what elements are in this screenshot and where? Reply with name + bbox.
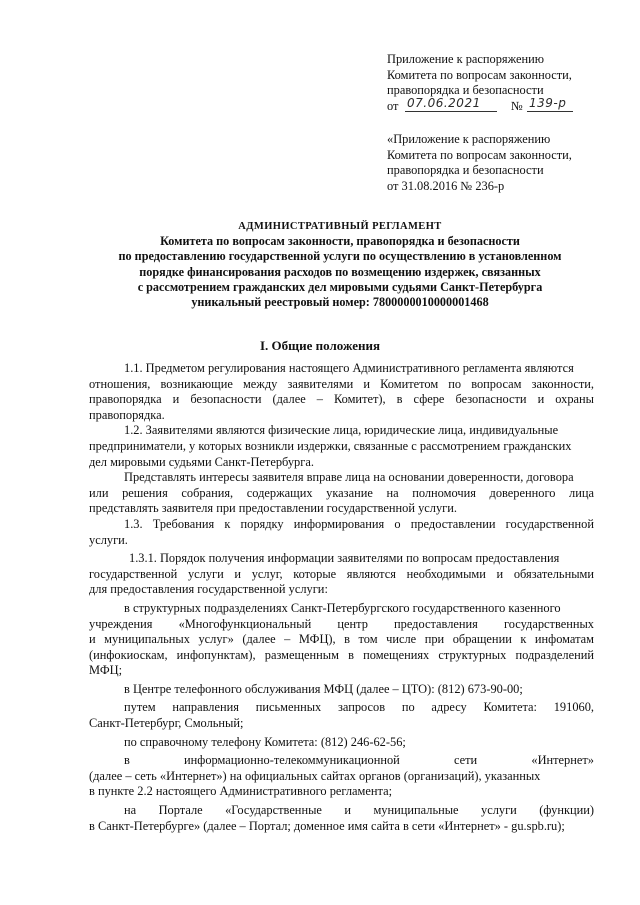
appendix-line: Комитета по вопросам законности, <box>387 147 572 162</box>
paragraph-line: отношения, возникающие между заявителями и Комитетом по вопросам законности, <box>89 376 594 391</box>
paragraph-line: правопорядка и безопасности (далее – Комитет), в сфере безопасности и охраны <box>89 392 594 407</box>
paragraph-line: 1.3. Требования к порядку информирования о предоставлении государственной <box>124 516 594 531</box>
paragraph-line: (далее – сеть «Интернет») на официальных сайтах органов (организаций), указанных <box>89 768 541 783</box>
handwritten-date: 07.06.2021 <box>405 96 497 112</box>
title-line: уникальный реестровый номер: 7800000010000001468 <box>191 295 489 310</box>
paragraph-line: Санкт-Петербург, Смольный; <box>89 716 244 731</box>
title-line: порядке финансирования расходов по возмещению издержек, связанных <box>139 264 541 279</box>
paragraph-line: в структурных подразделениях Санкт-Петербургского государственного казенного <box>124 600 561 615</box>
paragraph-line: дел мировыми судьями Санкт-Петербурга. <box>89 454 314 469</box>
paragraph-line: 1.3.1. Порядок получения информации заявителями по вопросам предоставления <box>129 551 560 566</box>
paragraph-line: МФЦ; <box>89 663 123 678</box>
header-line: правопорядка и безопасности <box>387 83 544 97</box>
handwritten-number: 139-р <box>527 96 573 112</box>
section-heading: I. Общие положения <box>260 338 380 353</box>
paragraph-line: учреждения «Многофункциональный центр предоставления государственных <box>89 616 594 631</box>
title-line: с рассмотрением гражданских дел мировыми судьями Санкт-Петербурга <box>137 279 543 294</box>
paragraph-line: 1.2. Заявителями являются физические лица, юридические лица, индивидуальные <box>124 423 559 438</box>
paragraph-line: по справочному телефону Комитета: (812) 246-62-56; <box>124 734 406 749</box>
header-line: Приложение к распоряжению <box>387 52 545 66</box>
paragraph-line: в Центре телефонного обслуживания МФЦ (далее – ЦТО): (812) 673-90-00; <box>124 681 523 696</box>
title-line: по предоставлению государственной услуги по осуществлению в установленном <box>118 249 562 264</box>
paragraph-line: в Санкт-Петербурге» (далее – Портал; доменное имя сайта в сети «Интернет» - gu.spb.ru); <box>89 818 565 833</box>
title-line: Комитета по вопросам законности, правопорядка и безопасности <box>160 234 520 249</box>
paragraph-line: для предоставления государственной услуги: <box>89 582 328 597</box>
approval-header <box>387 52 617 115</box>
header-line: Комитета по вопросам законности, <box>387 67 572 82</box>
paragraph-line: на Портале «Государственные и муниципальные услуги (функции) <box>124 803 594 818</box>
appendix-reference <box>387 132 617 194</box>
paragraph-line: услуги. <box>89 532 128 547</box>
paragraph-line: в пункте 2.2 настоящего Административного регламента; <box>89 784 393 799</box>
paragraph-line: Представлять интересы заявителя вправе лица на основании доверенности, договора <box>124 470 574 485</box>
paragraph-line: и муниципальных услуг» (далее – МФЦ), в том числе при обращении к инфоматам <box>89 632 594 647</box>
paragraph-line: государственной услуги и услуг, которые являются необходимыми и обязательными <box>89 566 594 581</box>
body-text <box>89 361 594 834</box>
appendix-line: от 31.08.2016 № 236-р <box>387 178 505 193</box>
number-label: № <box>511 98 523 113</box>
order-date-number <box>387 95 617 115</box>
appendix-line: «Приложение к распоряжению <box>387 132 551 146</box>
appendix-line: правопорядка и безопасности <box>387 163 544 177</box>
paragraph-line: предприниматели, у которых возникли издержки, связанные с рассмотрением гражданских <box>89 438 572 453</box>
paragraph-line: правопорядка. <box>89 407 165 422</box>
paragraph-line: 1.1. Предметом регулирования настоящего Административного регламента являются <box>124 361 574 375</box>
document-title <box>90 219 590 310</box>
paragraph-line: представлять заявителя при предоставлении государственной услуги. <box>89 501 457 516</box>
paragraph-line: или решения собрания, содержащих указание на полномочия доверенного лица <box>89 485 594 500</box>
paragraph-line: путем направления письменных запросов по адресу Комитета: 191060, <box>124 700 594 715</box>
title-kicker: АДМИНИСТРАТИВНЫЙ РЕГЛАМЕНТ <box>238 221 442 232</box>
paragraph-line: (инфокиоскам, инфопунктам), размещенным в помещениях структурных подразделений <box>89 647 594 662</box>
paragraph-line: в информационно-телекоммуникационной сети «Интернет» <box>124 753 594 768</box>
from-label: от <box>387 98 399 113</box>
